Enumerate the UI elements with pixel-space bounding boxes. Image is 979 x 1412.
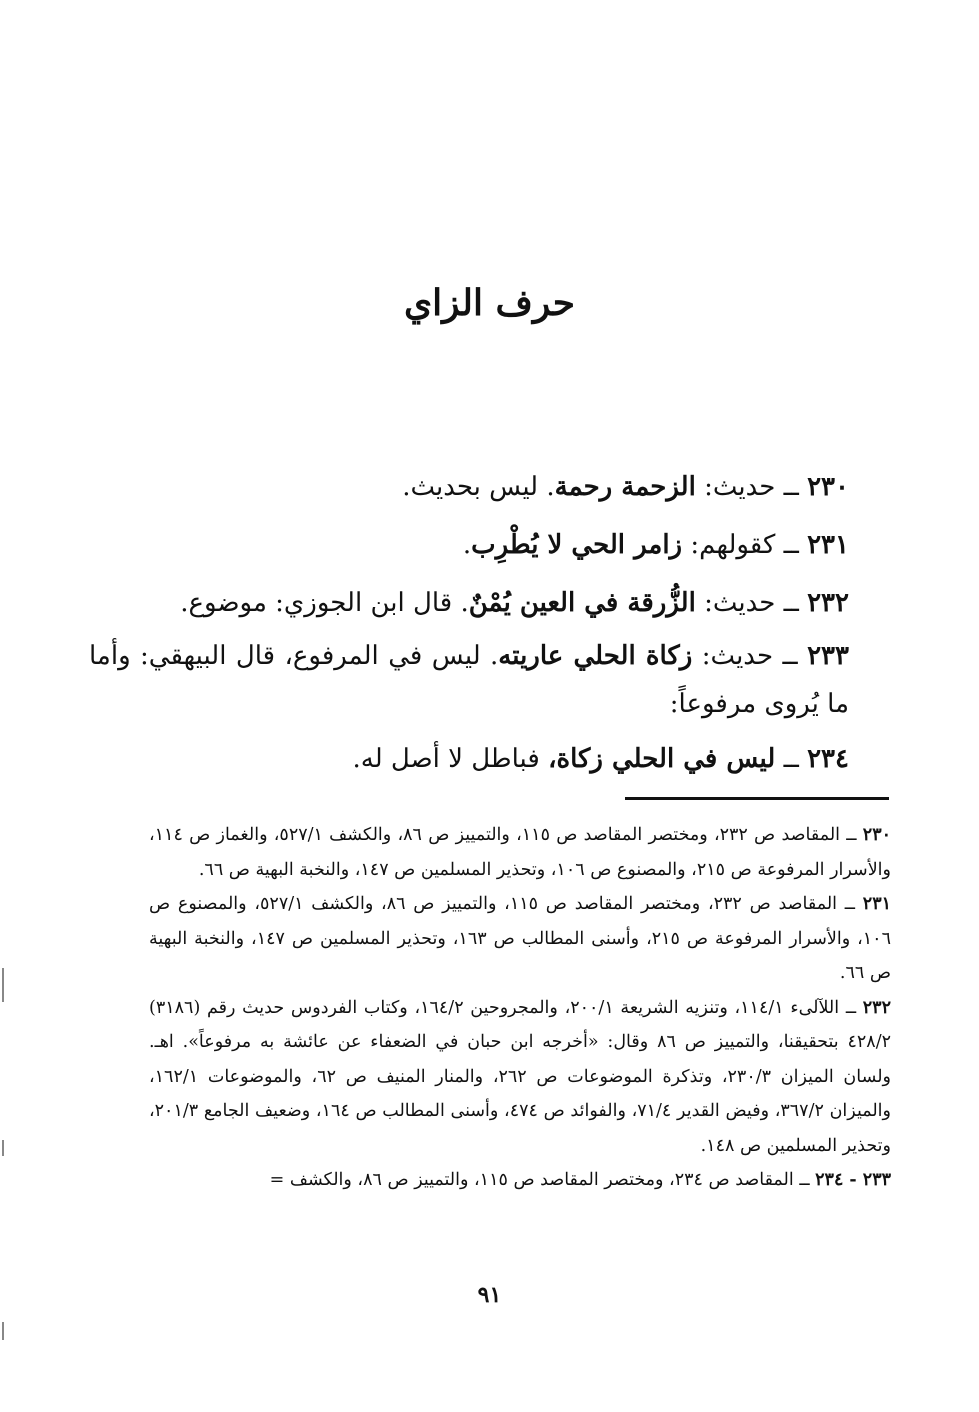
entry-saying: الزُّرقة في العين يُمْنٌ — [468, 588, 696, 618]
footnote-number: ٢٣٢ — [862, 997, 891, 1018]
footnote-dash: ــ — [793, 1170, 816, 1190]
entries-list — [89, 458, 849, 788]
page-number: ٩١ — [477, 1282, 502, 1308]
footnote-231 — [149, 887, 891, 991]
entry-lead: حديث: — [695, 472, 776, 502]
footnote-number: ٢٣١ — [862, 894, 891, 914]
entry-number: ٢٣٢ — [807, 588, 849, 618]
entry-verdict: . قال ابن الجوزي: موضوع. — [180, 588, 469, 618]
entry-saying: الزحمة رحمة — [554, 472, 696, 502]
entry-verdict: . ليس في المرفوع، قال البيهقي: وأما ما يُروى مرفوعاً: — [89, 641, 849, 719]
footnote-number: ٢٣٣ - ٢٣٤ — [815, 1170, 891, 1190]
footnote-text: اللآلىء ١١٤/١، وتنزيه الشريعة ٢٠٠/١، والمجروحين ١٦٤/٢، وكتاب الفردوس حديث رقم (٣١٨٦) ٤٢٨/٢ بتحقيقنا، والتمييز ص ٨٦ وقال: «أخرجه ابن حبان في الضعفاء عن عائشة به مرفوعاً». اهـ. ولسان الميزان ٢٣٠/٣، وتذكرة الموضوعات ص ٢٦٢، والمنار المنيف ص ٦٢، والموضوعات ١٦٢/١، والميزان ٣٦٧/٢، وفيض القدير ٧١/٤، والفوائد ص ٤٧٤، وأسنى المطالب ص ١٦٤، وضعيف الجامع ٢٠١/٣، وتحذير المسلمين ص ١٤٨. — [149, 997, 891, 1156]
entry-saying: زامر الحي لا يُطْرِب — [471, 530, 683, 560]
entry-verdict: فباطل لا أصل له. — [352, 744, 549, 774]
entry-number: ٢٣٠ — [807, 472, 849, 502]
entry-dash: ــ — [773, 641, 808, 671]
entry-dash: ــ — [775, 588, 808, 618]
entry-lead: حديث: — [695, 588, 776, 618]
scan-edge-mark — [2, 1140, 4, 1156]
footnote-divider — [625, 797, 889, 800]
entry-number: ٢٣٣ — [807, 641, 849, 671]
entry-lead: كقولهم: — [682, 530, 776, 560]
footnote-text: المقاصد ص ٢٣٢، ومختصر المقاصد ص ١١٥، والتمييز ص ٨٦، والكشف ٥٢٧/١، والمصنوع ص ١٠٦، والأسرار المرفوعة ص ٢١٥، وأسنى المطالب ص ١٦٣، وتحذير المسلمين ص ١٤٧، والنخبة البهية ص ٦٦. — [149, 894, 891, 983]
entry-saying: ليس في الحلي زكاة، — [548, 744, 776, 774]
scan-edge-mark — [2, 1322, 4, 1340]
footnote-dash: ــ — [840, 825, 863, 845]
entry-233 — [89, 632, 849, 728]
footnote-text: المقاصد ص ٢٣٤، ومختصر المقاصد ص ١١٥، والتمييز ص ٨٦، والكشف = — [269, 1170, 794, 1190]
entry-231 — [89, 516, 849, 574]
footnote-233-234 — [149, 1163, 891, 1198]
footnote-232 — [149, 991, 891, 1164]
chapter-title: حرف الزاي — [404, 282, 575, 324]
entry-230 — [89, 458, 849, 516]
entry-dash: ــ — [775, 530, 808, 560]
footnote-dash: ــ — [839, 997, 863, 1018]
entry-dash: ــ — [775, 744, 808, 774]
entry-verdict: . ليس بحديث. — [402, 472, 555, 502]
entry-dash: ــ — [775, 472, 808, 502]
footnote-230 — [149, 818, 891, 887]
entry-number: ٢٣١ — [807, 530, 849, 560]
entry-verdict: . — [462, 530, 472, 560]
footnote-number: ٢٣٠ — [862, 825, 891, 845]
footnote-text: المقاصد ص ٢٣٢، ومختصر المقاصد ص ١١٥، والتمييز ص ٨٦، والكشف ٥٢٧/١، والغماز ص ١١٤، والأسرار المرفوعة ص ٢١٥، والمصنوع ص ١٠٦، وتحذير المسلمين ص ١٤٧، والنخبة البهية ص ٦٦. — [149, 825, 891, 880]
entry-saying: زكاة الحلي عاريته — [498, 641, 693, 671]
scan-edge-mark — [2, 968, 4, 1002]
entry-lead: حديث: — [692, 641, 774, 671]
entry-234 — [89, 730, 849, 788]
entry-number: ٢٣٤ — [807, 744, 849, 774]
entry-232 — [89, 574, 849, 632]
footnotes — [149, 818, 891, 1198]
footnote-dash: ــ — [837, 894, 863, 914]
